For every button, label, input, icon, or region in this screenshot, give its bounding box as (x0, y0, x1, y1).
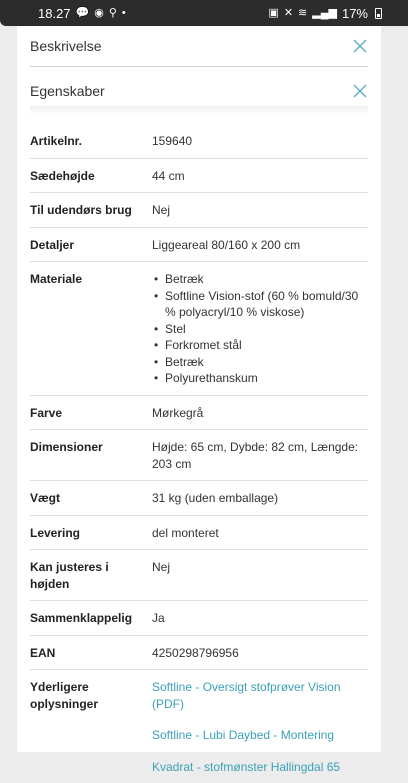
spec-row-more-info (30, 670, 368, 783)
spec-row-color (30, 396, 368, 431)
mute-icon: ✕ (283, 6, 294, 19)
spec-row-article-no (30, 124, 368, 159)
spec-row-weight (30, 481, 368, 516)
location-notification-icon: ⚲ (108, 6, 117, 19)
spec-label: Til udendørs brug (30, 203, 132, 217)
spec-value: Mørkegrå (152, 405, 204, 420)
spec-row-height-adjustable (30, 550, 368, 601)
accordion-properties-label: Egenskaber (30, 83, 105, 99)
spec-row-details (30, 228, 368, 263)
spec-row-material (30, 262, 368, 396)
spec-row-dimensions (30, 430, 368, 481)
spec-value: Ja (152, 611, 165, 625)
spec-value: Nej (152, 203, 171, 217)
spec-links (152, 679, 368, 775)
spec-label: Detaljer (30, 237, 75, 252)
sync-notification-icon: ◉ (94, 6, 104, 19)
spec-label: Farve (30, 405, 63, 420)
spec-row-outdoor (30, 193, 368, 228)
list-item: • Softline Vision-stof (60 % bomuld/30 % polyacryl/10 % viskose) (152, 288, 368, 321)
spec-row-foldable (30, 601, 368, 636)
divider (30, 66, 368, 67)
spec-label: Vægt (30, 491, 60, 505)
spec-label: Sædehøjde (30, 168, 95, 183)
spec-value (152, 271, 368, 387)
link-fabric-samples-pdf[interactable]: Softline - Oversigt stofprøver Vision (PDF) (152, 680, 341, 711)
status-time: 18.27 (38, 5, 71, 21)
spec-value: Højde: 65 cm, Dybde: 82 cm, Længde: 203 cm (152, 440, 359, 471)
list-item: • Stel (152, 321, 368, 338)
divider-shadow (30, 106, 368, 116)
material-list (152, 271, 368, 387)
spec-value: del monteret (152, 525, 219, 540)
battery-percent: 17% (341, 5, 368, 21)
spec-label: Materiale (30, 272, 83, 286)
list-item: • Forkromet stål (152, 337, 368, 354)
list-item: • Polyurethanskum (152, 370, 368, 387)
spec-row-delivery (30, 516, 368, 551)
spec-label: Levering (30, 525, 81, 540)
spec-label: EAN (30, 645, 56, 660)
spec-row-ean (30, 636, 368, 671)
more-notifications-icon: • (121, 6, 126, 19)
chat-notification-icon: 💬 (75, 6, 90, 19)
spec-label: Yderligere oplysninger (30, 680, 99, 711)
status-bar (0, 0, 408, 26)
spec-value: 44 cm (152, 168, 185, 183)
lock-icon: ▣ (268, 6, 279, 19)
spec-row-seat-height (30, 159, 368, 194)
signal-icon: ▂▄▆ (312, 6, 337, 19)
spec-label: Artikelnr. (30, 134, 83, 148)
spec-value: Nej (152, 560, 171, 574)
spec-value: 159640 (152, 134, 193, 148)
spec-value: 31 kg (uden emballage) (152, 491, 279, 505)
spec-value: 4250298796956 (152, 645, 239, 660)
wifi-icon: ≋ (298, 6, 308, 19)
link-daybed-assembly[interactable]: Softline - Lubi Daybed - Montering (152, 728, 335, 742)
specs-table (30, 124, 368, 783)
spec-label: Dimensioner (30, 440, 103, 454)
close-icon[interactable] (352, 83, 368, 99)
battery-icon (375, 8, 382, 19)
spec-label: Sammenklappelig (30, 611, 133, 625)
link-fabric-pattern[interactable]: Kvadrat - stofmønster Hallingdal 65 (152, 759, 341, 774)
accordion-description-label: Beskrivelse (30, 38, 102, 54)
product-details-card (17, 24, 381, 774)
list-item: • Betræk (152, 271, 368, 288)
accordion-properties[interactable] (30, 76, 368, 106)
list-item: • Betræk (152, 354, 368, 371)
accordion-description[interactable] (30, 36, 368, 56)
spec-label: Kan justeres i højden (30, 560, 109, 591)
close-icon[interactable] (352, 38, 368, 54)
spec-value: Liggeareal 80/160 x 200 cm (152, 237, 301, 252)
